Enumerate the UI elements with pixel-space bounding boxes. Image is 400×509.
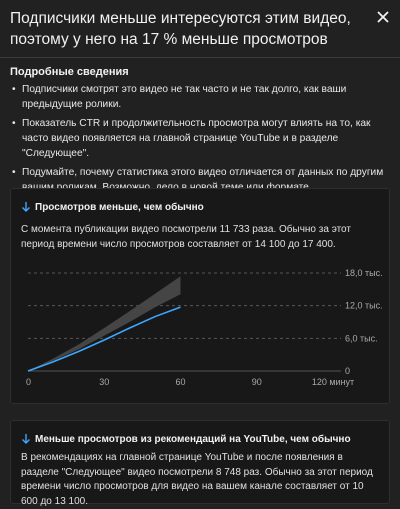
details-item: • Показатель CTR и продолжительность просмотра могут влиять на то, как часто видео появляется на главной странице YouTube и в разделе "Следующее". bbox=[22, 116, 390, 161]
views-card-title: Просмотров меньше, чем обычно bbox=[35, 201, 204, 213]
x-tick-label: 120 минут bbox=[311, 377, 355, 387]
x-tick-label: 0 bbox=[26, 377, 32, 387]
details-item: • Подумайте, почему статистика этого видео отличается от данных по другим bbox=[22, 165, 390, 195]
recommendations-card-text: В рекомендациях на главной странице YouTube и после появления в разделе "Следующее" видео посмотрели 8 748 раз. Обычно за этот период времени число просмотров для видео на вашем канале составляет от 10 600 до 13 100. bbox=[21, 452, 373, 507]
views-card-header bbox=[21, 201, 204, 213]
recommendations-card-title: Меньше просмотров из рекомендаций на YouTube, чем обычно bbox=[35, 433, 351, 445]
details-section bbox=[10, 66, 390, 199]
arrow-down-icon bbox=[21, 433, 31, 445]
recommendations-card bbox=[10, 420, 390, 507]
recommendations-card-header bbox=[21, 433, 351, 445]
y-tick-label: 12,0 тыс. bbox=[345, 300, 383, 311]
divider bbox=[0, 57, 400, 58]
y-tick-label: 6,0 тыс. bbox=[345, 333, 378, 344]
details-heading: Подробные сведения bbox=[10, 66, 129, 78]
x-tick-label: 90 bbox=[251, 377, 262, 387]
y-tick-label: 18,0 тыс. bbox=[345, 268, 383, 278]
details-item: • Подписчики смотрят это видео не так часто и не так долго, как ваши предыдущие ролики. bbox=[22, 82, 390, 112]
page-title: Подписчики меньше интересуются этим видео, поэтому у него на 17 % меньше просмотров bbox=[10, 10, 351, 48]
x-tick-label: 60 bbox=[175, 377, 186, 387]
views-card-text: С момента публикации видео посмотрели 11 733 раза. Обычно за этот период времени число просмотров составляет от 14 100 до 17 400. bbox=[21, 224, 351, 250]
x-tick-label: 30 bbox=[99, 377, 110, 387]
typical-range-band bbox=[28, 276, 181, 371]
y-tick-label: 0 bbox=[345, 366, 351, 376]
header bbox=[10, 8, 360, 50]
close-icon[interactable] bbox=[374, 8, 392, 26]
views-card bbox=[10, 188, 390, 404]
details-list bbox=[10, 82, 390, 195]
views-chart bbox=[11, 261, 389, 391]
arrow-down-icon bbox=[21, 201, 31, 213]
